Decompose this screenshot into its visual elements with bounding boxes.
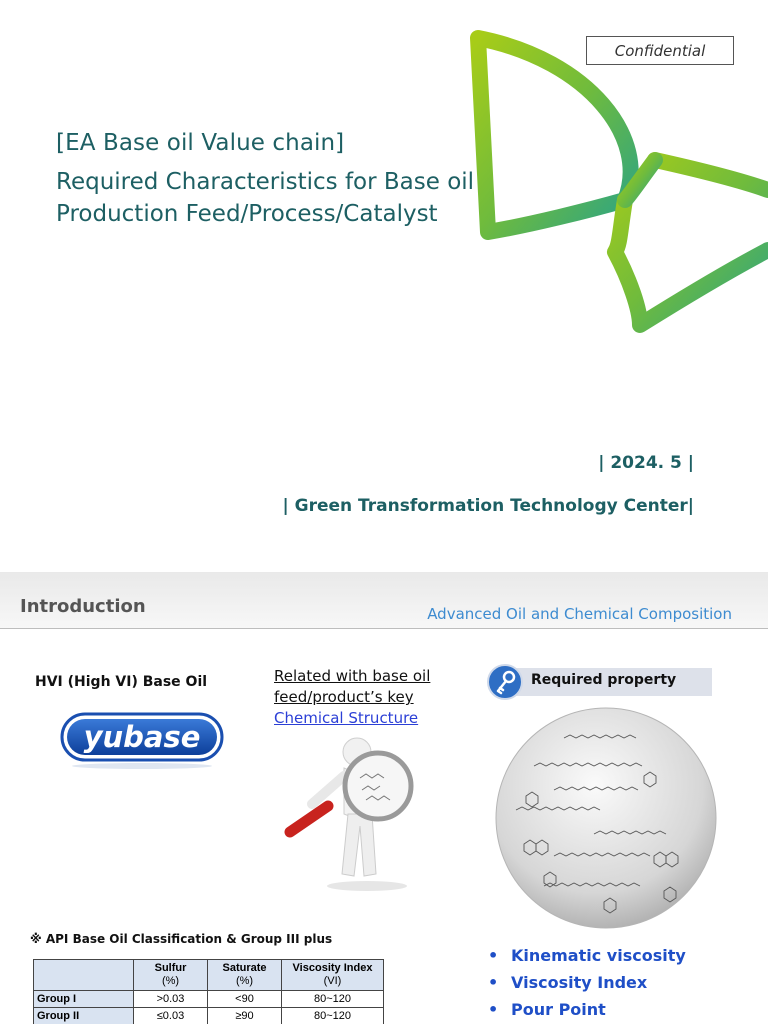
chemical-structure-link[interactable]: Chemical Structure <box>274 709 419 727</box>
property-text: Viscosity Index <box>511 973 648 992</box>
required-property-label: Required property <box>531 672 677 688</box>
header-divider <box>0 628 768 629</box>
introduction-slide <box>0 572 768 1024</box>
hvi-label: HVI (High VI) Base Oil <box>35 674 208 690</box>
table-cell: 80~120 <box>282 1008 384 1024</box>
section-subtitle: Advanced Oil and Chemical Composition <box>427 605 732 623</box>
related-text <box>274 666 430 729</box>
table-cell: Group I <box>34 991 134 1008</box>
table-cell: ≥90 <box>208 1008 282 1024</box>
header-name: Saturate <box>222 962 267 974</box>
table-cell: Group II <box>34 1008 134 1024</box>
header-unit: (VI) <box>323 975 342 987</box>
bullet: • <box>488 1000 499 1019</box>
presentation-date: | 2024. 5 | <box>598 453 694 473</box>
chemical-structure-sphere <box>494 706 718 930</box>
header-name: Sulfur <box>154 962 187 974</box>
bullet: • <box>488 973 499 992</box>
list-item <box>488 942 686 969</box>
header-unit: (%) <box>235 975 254 987</box>
list-item <box>488 996 686 1023</box>
table-cell: >0.03 <box>134 991 208 1008</box>
section-title: Introduction <box>20 596 146 617</box>
organization-name: | Green Transformation Technology Center| <box>282 496 694 516</box>
header-unit: (%) <box>161 975 180 987</box>
table-cell: <90 <box>208 991 282 1008</box>
required-property-list <box>488 942 686 1023</box>
related-line1: Related with base oil <box>274 667 431 685</box>
list-item <box>488 969 686 996</box>
presentation-title-line3: Production Feed/Process/Catalyst <box>56 201 438 227</box>
table-header-cell <box>134 960 208 991</box>
api-classification-title: ※ API Base Oil Classification & Group III plus <box>30 932 333 946</box>
table-header-row <box>34 960 384 991</box>
confidential-label: Confidential <box>586 36 734 65</box>
key-icon <box>486 663 524 701</box>
table-cell: 80~120 <box>282 991 384 1008</box>
bullet: • <box>488 946 499 965</box>
magnifier-figure-illustration <box>282 734 442 894</box>
header-name: Viscosity Index <box>292 962 373 974</box>
property-text: Pour Point <box>511 1000 606 1019</box>
table-row <box>34 991 384 1008</box>
table-row <box>34 1008 384 1024</box>
presentation-title-line1: [EA Base oil Value chain] <box>56 130 345 156</box>
yubase-logo <box>60 710 224 770</box>
related-line2: feed/product’s key <box>274 688 414 706</box>
table-cell: ≤0.03 <box>134 1008 208 1024</box>
table-header-cell <box>34 960 134 991</box>
api-classification-table <box>33 959 384 1024</box>
property-text: Kinematic viscosity <box>511 946 686 965</box>
table-header-cell <box>208 960 282 991</box>
table-header-cell <box>282 960 384 991</box>
presentation-title-line2: Required Characteristics for Base oil <box>56 169 475 195</box>
yubase-logo-text: yubase <box>83 720 201 754</box>
